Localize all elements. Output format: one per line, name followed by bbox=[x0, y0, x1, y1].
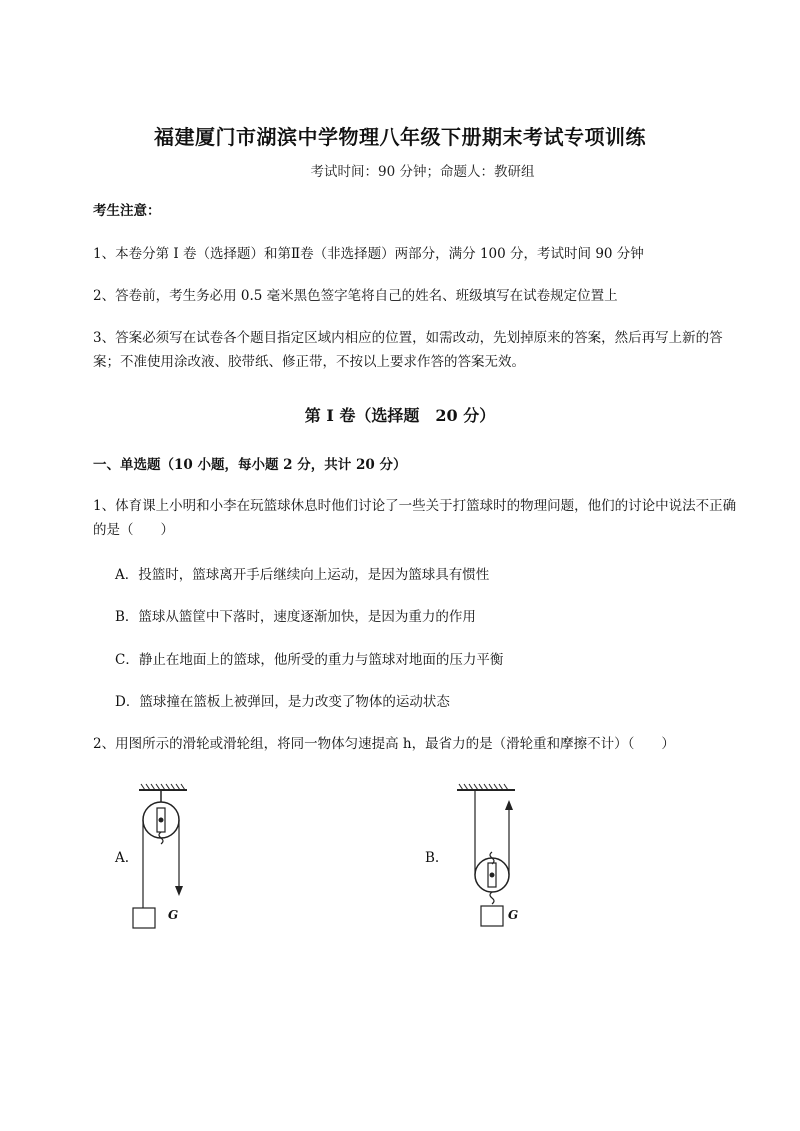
notice-heading: 考生注意： bbox=[93, 203, 161, 219]
weight-label-b: G bbox=[508, 908, 519, 922]
movable-pulley-figure bbox=[445, 780, 535, 940]
section-title: 第 I 卷（选择题 20 分） bbox=[304, 406, 496, 425]
part-heading: 一、单选题（10 小题，每小题 2 分，共计 20 分） bbox=[93, 457, 407, 473]
ceiling-hatch bbox=[139, 784, 187, 790]
figure-a-label: A. bbox=[115, 850, 130, 866]
notice-item-1: 1、本卷分第 I 卷（选择题）和第Ⅱ卷（非选择题）两部分，满分 100 分，考试时间 90 分钟 bbox=[93, 246, 644, 262]
figure-b-label: B. bbox=[425, 850, 440, 866]
notice-item-3: 3、答案必须写在试卷各个题目指定区域内相应的位置，如需改动，先划掉原来的答案，然后再写上新的答案；不准使用涂改液、胶带纸、修正带，不按以上要求作答的答案无效。 bbox=[93, 330, 723, 370]
question-1-option-b: B．篮球从篮筐中下落时，速度逐渐加快，是因为重力的作用 bbox=[115, 609, 476, 625]
notice-item-2: 2、答卷前，考生务必用 0.5 毫米黑色签字笔将自己的姓名、班级填写在试卷规定位置上 bbox=[93, 288, 618, 304]
page-subtitle: 考试时间：90 分钟；命题人：教研组 bbox=[310, 164, 535, 180]
question-1-stem: 1、体育课上小明和小李在玩篮球休息时他们讨论了一些关于打篮球时的物理问题，他们的讨论中说法不正确的是（ ） bbox=[93, 498, 737, 538]
up-arrow-icon bbox=[505, 800, 513, 810]
weight-block bbox=[133, 908, 155, 928]
question-2-stem: 2、用图所示的滑轮或滑轮组，将同一物体匀速提高 h，最省力的是（滑轮重和摩擦不计）（ ） bbox=[93, 736, 675, 752]
question-1-option-c: C．静止在地面上的篮球，他所受的重力与篮球对地面的压力平衡 bbox=[115, 652, 504, 668]
page-title: 福建厦门市湖滨中学物理八年级下册期末考试专项训练 bbox=[154, 125, 646, 149]
question-1-option-a: A．投篮时，篮球离开手后继续向上运动，是因为篮球具有惯性 bbox=[115, 567, 490, 583]
question-1-option-d: D．篮球撞在篮板上被弹回，是力改变了物体的运动状态 bbox=[115, 694, 450, 710]
ceiling-hatch bbox=[457, 784, 515, 790]
weight-label-a: G bbox=[168, 908, 179, 922]
weight-block bbox=[481, 906, 503, 926]
down-arrow-icon bbox=[175, 886, 183, 896]
